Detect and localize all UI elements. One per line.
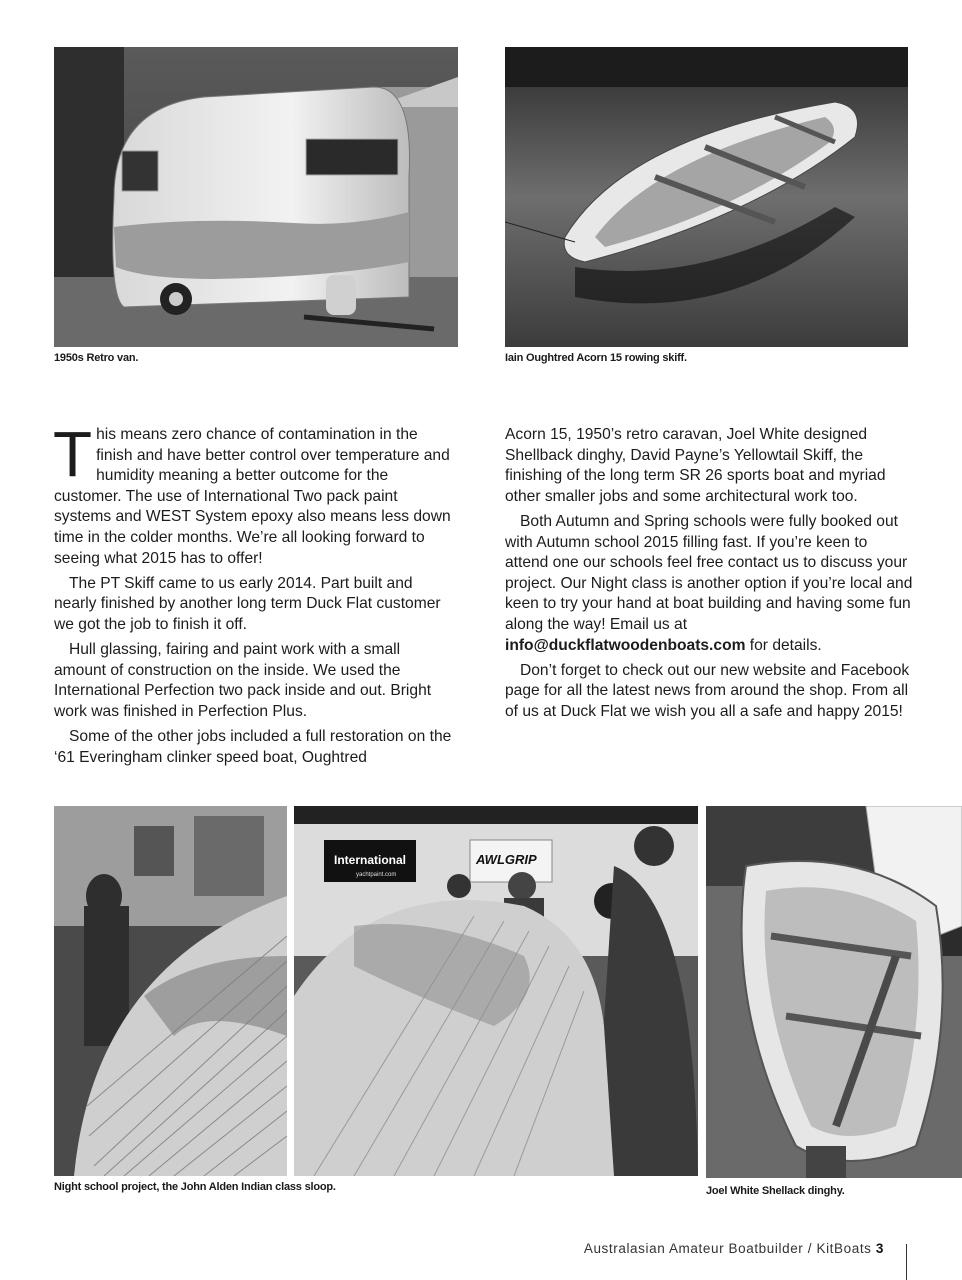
article-paragraph: Acorn 15, 1950’s retro caravan, Joel White designed Shellback dinghy, David Payne’s Yellowtail Skiff, the finishing of the long term SR 26 sports boat and myriad other smaller jobs and some architectural work too. [505, 426, 886, 505]
article-paragraph: Some of the other jobs included a full restoration on the ‘61 Everingham clinker speed boat, Oughtred [54, 728, 452, 766]
retro-van-photo [54, 47, 458, 347]
caption-retro-van: 1950s Retro van. [54, 352, 139, 364]
caption-rowing-skiff: Iain Oughtred Acorn 15 rowing skiff. [505, 352, 687, 364]
email-link[interactable]: info@duckflatwoodenboats.com [505, 636, 746, 654]
shellack-dinghy-photo [706, 806, 962, 1178]
students-fairing-photo [294, 806, 698, 1176]
article-paragraph: Don’t forget to check out our new website and Facebook page for all the latest news from around the shop. From all of us at Duck Flat we wish you all a safe and happy 2015! [505, 661, 910, 720]
page-footer: Australasian Amateur Boatbuilder / KitBoats 3 [583, 1241, 884, 1256]
article-column-left [53, 418, 454, 773]
article-paragraph: This means zero chance of contamination in the finish and have better control over temperature and humidity meaning a better outcome for the customer. The use of International Two pack paint systems and WEST System epoxy also means less down time in the colder months. We’re all looking forward to seeing what 2015 has to offer! [53, 418, 451, 567]
caption-dinghy: Joel White Shellack dinghy. [706, 1185, 845, 1197]
caption-night-school: Night school project, the John Alden Indian class sloop. [54, 1181, 336, 1193]
article-paragraph: The PT Skiff came to us early 2014. Part built and nearly finished by another long term Duck Flat customer we got the job to finish it off. [54, 574, 441, 633]
article-paragraph: Hull glassing, fairing and paint work with a small amount of construction on the inside. We used the International Perfection two pack inside and out. Bright work was finished in Perfection Plus. [54, 641, 432, 720]
drop-cap: T [53, 418, 93, 490]
night-school-hull-photo [54, 806, 287, 1176]
article-paragraph: Both Autumn and Spring schools were fully booked out with Autumn school 2015 filling fast. If you’re keen to attend one our schools feel free contact us to discuss your project. Our Night class is another option if you’re local and keen to try your hand at boat building and having some fun along the way! Email us at info@duckflatwoodenboats.com for details. [505, 512, 913, 654]
awlgrip-logo-text: AWLGRIP [476, 852, 537, 867]
page-number: 3 [875, 1241, 884, 1256]
article-column-right [505, 425, 913, 727]
footer-divider [906, 1244, 907, 1280]
international-logo-text: International [334, 853, 407, 867]
international-logo-subtext: yachtpaint.com [356, 872, 397, 878]
rowing-skiff-photo [505, 47, 908, 347]
